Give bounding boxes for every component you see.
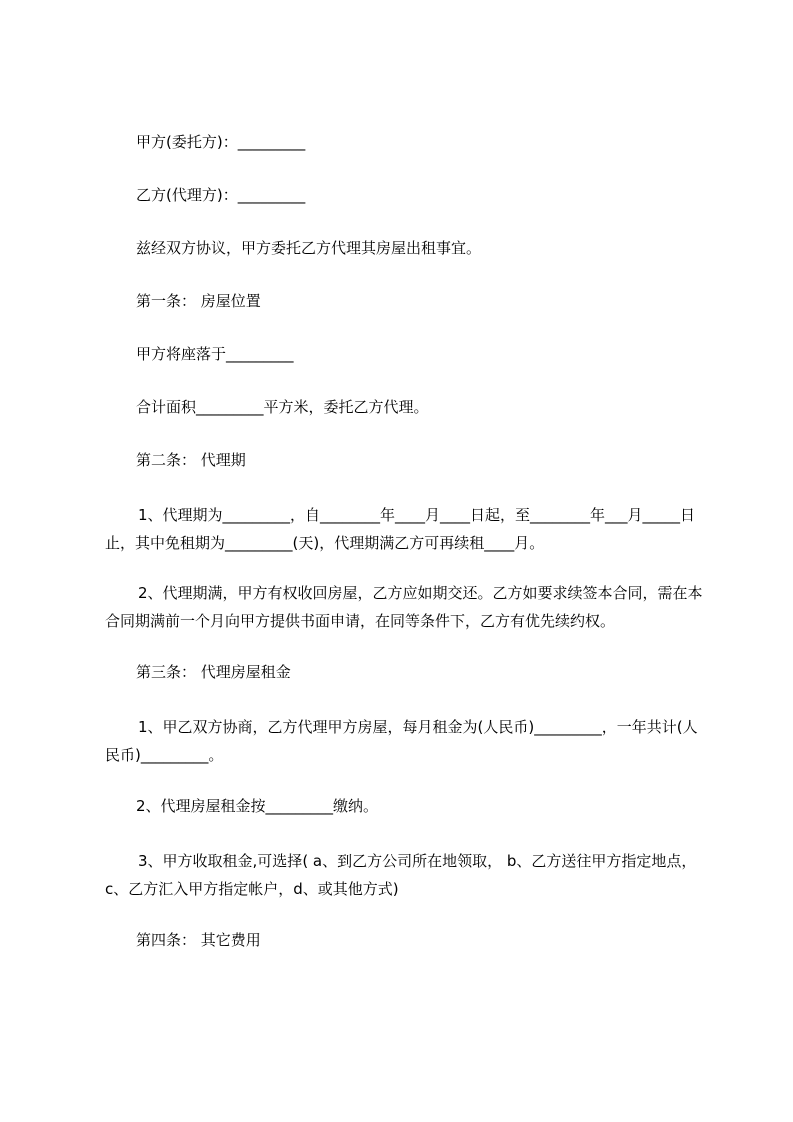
rent-clause-1: 1、甲乙双方协商，乙方代理甲方房屋，每月租金为(人民币)_________，一年共计(人民币)_________。	[105, 718, 698, 764]
party-a-line: 甲方(委托方)：_________	[136, 133, 306, 151]
agreement-intro: 兹经双方协议，甲方委托乙方代理其房屋出租事宜。	[136, 239, 482, 257]
agency-period-clause-2: 2、代理期满，甲方有权收回房屋，乙方应如期交还。乙方如要求续签本合同，需在本合同期满前一个月向甲方提供书面申请，在同等条件下，乙方有优先续约权。	[105, 584, 703, 630]
agency-period-clause-1: 1、代理期为_________，自________年____月____日起，至________年___月_____日止，其中免租期为_________(天)，代理期满乙方可再续租____月。	[105, 506, 696, 552]
property-area-line: 合计面积_________平方米，委托乙方代理。	[136, 398, 429, 416]
property-location-line: 甲方将座落于_________	[136, 345, 294, 363]
rent-clause-3: 3、甲方收取租金,可选择( a、到乙方公司所在地领取， b、乙方送往甲方指定地点，c、乙方汇入甲方指定帐户，d、或其他方式)	[105, 852, 697, 898]
article-1-heading: 第一条： 房屋位置	[136, 292, 261, 310]
party-b-line: 乙方(代理方)：_________	[136, 186, 306, 204]
article-3-heading: 第三条： 代理房屋租金	[136, 663, 291, 681]
article-2-heading: 第二条： 代理期	[136, 451, 246, 469]
article-4-heading: 第四条： 其它费用	[136, 931, 261, 949]
rent-clause-2: 2、代理房屋租金按_________缴纳。	[136, 797, 379, 815]
